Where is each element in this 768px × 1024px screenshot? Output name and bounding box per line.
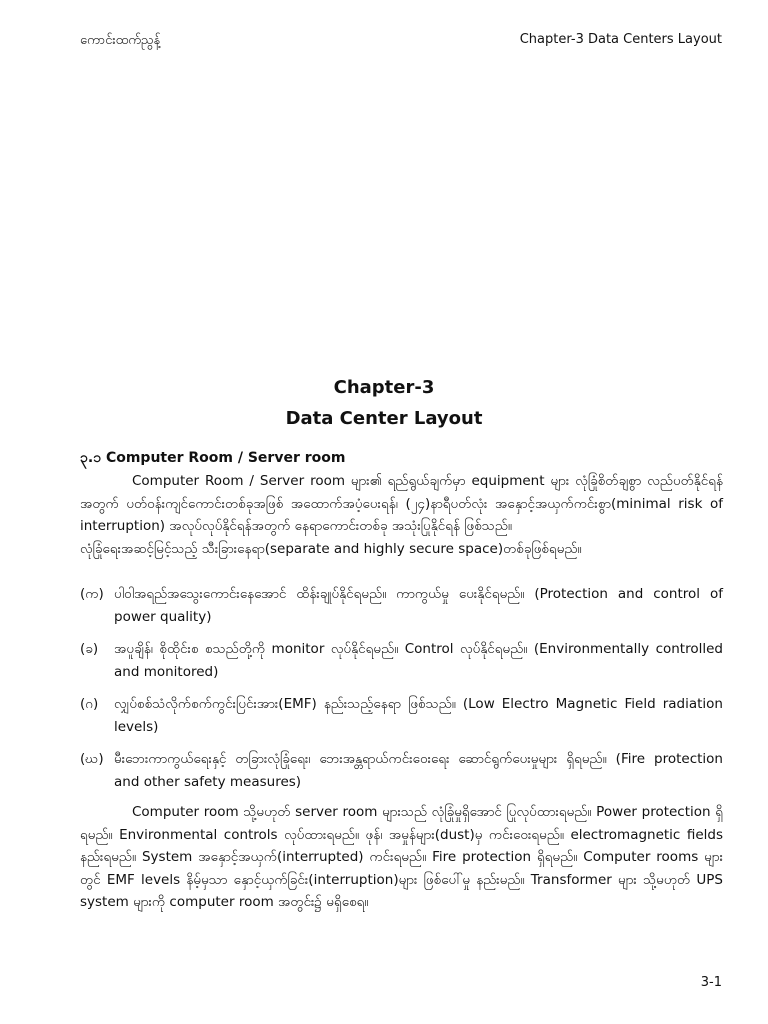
intro-block (80, 470, 723, 560)
secure-space-line: လုံခြုံရေးအဆင့်မြင့်သည့် သီးခြားနေရာ(separate and highly secure space)တစ်ခုဖြစ်ရမည်။ (80, 540, 582, 557)
list-marker: (ဂ) (80, 696, 99, 712)
list-marker: (ခ) (80, 641, 99, 657)
closing-paragraph: Computer room သို့မဟုတ် server room များသည် လုံခြုံမှုရှိအောင် ပြုလုပ်ထားရမည်။ Power protection ရှိရမည်။ Environmental controls လုပ်ထားရမည်။ ဖုန်၊ အမှုန်များ(dust)မှ ကင်းဝေးရမည်။ electromagnetic fields နည်းရမည်။ System အနှောင့်အယှက်(interrupted) ကင်းရမည်။ Fire protection ရှိရမည်။ Computer rooms များတွင် EMF levels နိမ့်မှသာ နှောင့်ယှက်ခြင်း(interruption)များ ဖြစ်ပေါ်မှု နည်းမည်။ Transformer များ သို့မဟုတ် UPS system များကို computer room အတွင်း၌ မရှိစေရ။ (80, 804, 723, 910)
chapter-number: Chapter-3 (333, 377, 435, 398)
intro-paragraph: Computer Room / Server room များ၏ ရည်ရွယ်ချက်မှာ equipment များ လုံခြုံစိတ်ချစွာ လည်ပတ်နိုင်ရန်အတွက် ပတ်ဝန်းကျင်ကောင်းတစ်ခုအဖြစ် အထောက်အပံ့ပေးရန်၊ (၂၄)နာရီပတ်လုံး အနှောင့်အယှက်ကင်းစွာ(minimal risk of interruption) အလုပ်လုပ်နိုင်ရန်အတွက် နေရာကောင်းတစ်ခု အသုံးပြုနိုင်ရန် ဖြစ်သည်။ (80, 473, 723, 534)
list-marker: (က) (80, 586, 104, 602)
list-item-text: လျှပ်စစ်သံလိုက်စက်ကွင်းပြင်းအား(EMF) နည်းသည့်နေရာ ဖြစ်သည်။ (Low Electro Magnetic Field radiation levels) (114, 696, 723, 735)
page-number: 3-1 (700, 975, 722, 990)
list-item-text: ပါဝါအရည်အသွေးကောင်းနေအောင် ထိန်းချုပ်နိုင်ရမည်။ ကာကွယ်မှု ပေးနိုင်ရမည်။ (Protection and control of power quality) (114, 586, 723, 625)
list-item (80, 748, 723, 793)
list-item-text: မီးဘေးကာကွယ်ရေးနှင့် တခြားလုံခြုံရေး၊ ဘေးအန္တရာယ်ကင်းဝေးရေး ဆောင်ရွက်ပေးမှုများ ရှိရမည်။ (Fire protection and other safety measures) (114, 751, 723, 790)
list-item (80, 693, 723, 738)
section-heading: ၃.၁ Computer Room / Server room (80, 450, 346, 466)
closing-block (80, 801, 723, 914)
header-chapter-title: Chapter-3 Data Centers Layout (519, 32, 722, 47)
list-item (80, 638, 723, 683)
list-item-text: အပူချိန်၊ စိုထိုင်းစ စသည်တို့ကို monitor လုပ်နိုင်ရမည်။ Control လုပ်နိုင်ရမည်။ (Environmentally controlled and monitored) (114, 641, 723, 680)
requirements-list (80, 583, 723, 803)
header-author: ကောင်းထက်ညွန့် (80, 33, 161, 48)
list-marker: (ဃ) (80, 751, 104, 767)
chapter-title: Data Center Layout (285, 408, 483, 429)
list-item (80, 583, 723, 628)
